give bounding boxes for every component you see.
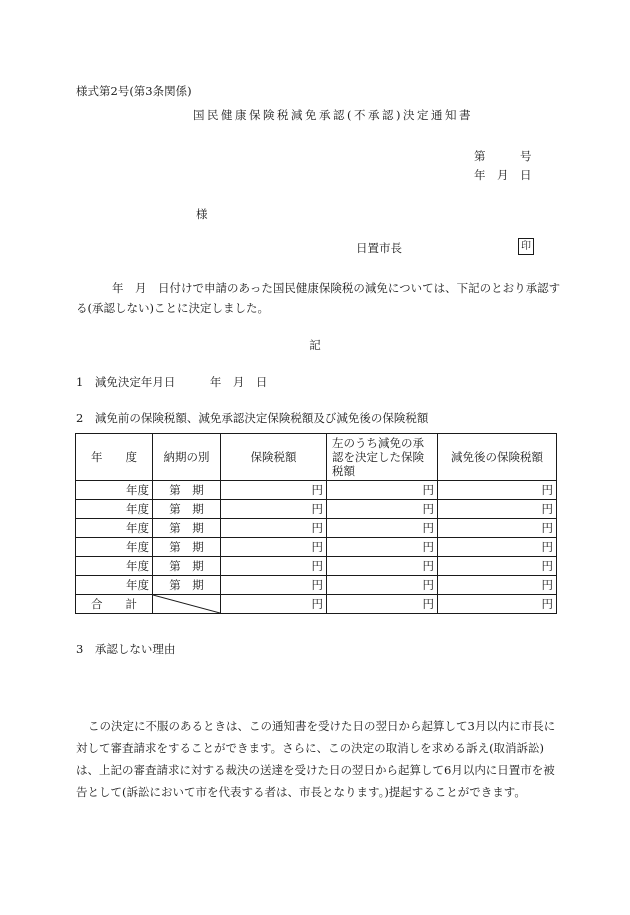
- cell-approved-reduction: 円: [327, 557, 438, 576]
- table-row: [76, 481, 557, 500]
- cell-payment-term: 第 期: [153, 557, 221, 576]
- cell-tax-after-reduction: 円: [438, 538, 557, 557]
- cell-tax-amount: 円: [221, 538, 327, 557]
- item-rejection-reason: 3 承認しない理由: [76, 642, 176, 656]
- header-fiscal-year: 年 度: [76, 434, 153, 481]
- record-heading: 記: [309, 338, 321, 352]
- total-approved-reduction: 円: [327, 595, 438, 614]
- tax-amount-table: [75, 433, 557, 614]
- cell-tax-after-reduction: 円: [438, 519, 557, 538]
- cell-tax-after-reduction: 円: [438, 481, 557, 500]
- diagonal-line: [153, 595, 220, 613]
- cell-payment-term: 第 期: [153, 538, 221, 557]
- header-tax-after-reduction: 減免後の保険税額: [438, 434, 557, 481]
- cell-tax-after-reduction: 円: [438, 500, 557, 519]
- table-header-row: [76, 434, 557, 481]
- cell-payment-term: 第 期: [153, 500, 221, 519]
- appeal-notice: この決定に不服のあるときは、この通知書を受けた日の翌日から起算して3月以内に市長に対して審査請求をすることができます。さらに、この決定の取消しを求める訴え(取消訴訟)は、上記の審査請求に対する裁決の送達を受けた日の翌日から起算して6月以内に日置市を被告として(訴訟において市を代表する者は、市長となります。)提起することができます。: [76, 719, 556, 799]
- total-tax-amount: 円: [221, 595, 327, 614]
- cell-fiscal-year: 年度: [76, 519, 153, 538]
- header-approved-reduction: 左のうち減免の承認を決定した保険税額: [327, 434, 438, 481]
- cell-approved-reduction: 円: [327, 481, 438, 500]
- item-decision-date: 1 減免決定年月日 年 月 日: [76, 375, 268, 389]
- total-label: 合 計: [76, 595, 153, 614]
- cell-fiscal-year: 年度: [76, 538, 153, 557]
- addressee-suffix: 様: [196, 207, 208, 221]
- header-payment-term: 納期の別: [153, 434, 221, 481]
- table-row: [76, 538, 557, 557]
- cell-payment-term: 第 期: [153, 576, 221, 595]
- table-row: [76, 500, 557, 519]
- cell-approved-reduction: 円: [327, 519, 438, 538]
- table-total-row: [76, 595, 557, 614]
- cell-fiscal-year: 年度: [76, 557, 153, 576]
- cell-fiscal-year: 年度: [76, 576, 153, 595]
- cell-tax-amount: 円: [221, 557, 327, 576]
- cell-fiscal-year: 年度: [76, 500, 153, 519]
- cell-tax-amount: 円: [221, 519, 327, 538]
- cell-payment-term: 第 期: [153, 519, 221, 538]
- cell-tax-amount: 円: [221, 481, 327, 500]
- item-tax-amounts: 2 減免前の保険税額、減免承認決定保険税額及び減免後の保険税額: [76, 411, 429, 425]
- header-tax-amount: 保険税額: [221, 434, 327, 481]
- total-tax-after-reduction: 円: [438, 595, 557, 614]
- table-row: [76, 519, 557, 538]
- cell-approved-reduction: 円: [327, 538, 438, 557]
- cell-tax-amount: 円: [221, 500, 327, 519]
- cell-approved-reduction: 円: [327, 500, 438, 519]
- body-paragraph: 年 月 日付けで申請のあった国民健康保険税の減免については、下記のとおり承認する(承認しない)ことに決定しました。: [76, 281, 561, 315]
- cell-tax-amount: 円: [221, 576, 327, 595]
- table-row: [76, 576, 557, 595]
- diagonal-strike-cell: [153, 595, 221, 614]
- document-date-label: 年 月 日: [474, 168, 532, 182]
- cell-fiscal-year: 年度: [76, 481, 153, 500]
- document-title: 国民健康保険税減免承認(不承認)決定通知書: [193, 108, 473, 122]
- cell-tax-after-reduction: 円: [438, 576, 557, 595]
- cell-approved-reduction: 円: [327, 576, 438, 595]
- table-row: [76, 557, 557, 576]
- form-number: 様式第2号(第3条関係): [76, 84, 192, 98]
- seal-mark: 印: [518, 238, 534, 255]
- document-number-label: 第 号: [474, 149, 532, 163]
- cell-payment-term: 第 期: [153, 481, 221, 500]
- cell-tax-after-reduction: 円: [438, 557, 557, 576]
- issuer-name: 日置市長: [356, 241, 402, 255]
